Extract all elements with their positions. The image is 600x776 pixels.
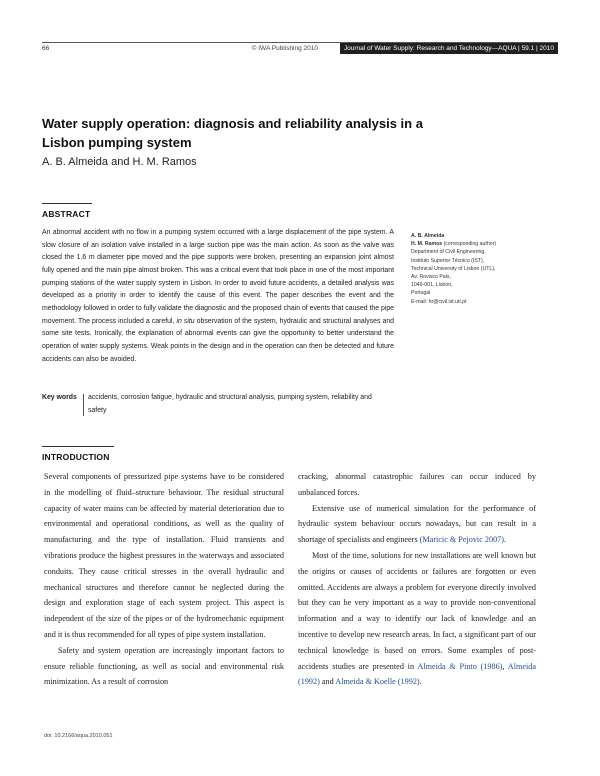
contact-address-line: Instituto Superior Técnico (IST), bbox=[411, 257, 485, 264]
author-contact bbox=[411, 232, 561, 306]
abstract-rule bbox=[42, 203, 92, 204]
body-paragraph bbox=[298, 548, 536, 690]
body-paragraph: Several components of pressurized pipe systems have to be considered in the modelling of fluid–structure behaviour. The residual structural capacity of water mains can be affected by material deterioration due to environmental and operational conditions, as well as the quality of manufacturing and the type of installation. Fluid transients and vibrations produce the highest pressures in the waterways and associated conduits. They cause critical stresses in the overall hydraulic and mechanical structures and therefore cannot be neglected during the design and exploration stage of each system project. This aspect is independent of the size of the pipes or of the hydromechanic equipment and it is thus recommended for all types of pipe system installation. bbox=[44, 472, 284, 639]
doi[interactable]: doi: 10.2166/aqua.2010.051 bbox=[44, 733, 113, 739]
running-header bbox=[42, 42, 558, 56]
keywords-label: Key words bbox=[42, 394, 77, 401]
citation-link-almeida-pinto[interactable]: Almeida & Pinto (1986) bbox=[417, 661, 503, 671]
body-paragraph bbox=[298, 501, 536, 548]
citation-link-almeida-1992[interactable]: Almeida (1992) bbox=[298, 661, 536, 687]
introduction-heading: INTRODUCTION bbox=[42, 452, 110, 462]
body-paragraph: Safety and system operation are increasingly important factors to ensure reliable functioning, as well as social and environmental risk minimization. As a result of corrosion bbox=[44, 645, 284, 687]
volume-issue: 59.1 bbox=[521, 45, 535, 52]
body-text: . bbox=[504, 535, 507, 545]
contact-address-line: Av. Rovisco Pais, bbox=[411, 274, 451, 281]
body-text: and bbox=[319, 677, 336, 687]
page-number: 66 bbox=[42, 45, 50, 52]
journal-banner: Journal of Water Supply: Research and Technology—AQUA | 59.1 | 2010 bbox=[340, 43, 558, 54]
body-column-left bbox=[44, 469, 284, 690]
contact-author-2: H. M. Ramos bbox=[411, 241, 443, 248]
copyright-notice: © IWA Publishing 2010 bbox=[251, 45, 318, 52]
contact-address-line: Technical University of Lisbon (UTL), bbox=[411, 265, 496, 272]
article-authors: A. B. Almeida and H. M. Ramos bbox=[42, 156, 197, 168]
keywords-divider bbox=[83, 394, 84, 416]
contact-address-line: Portugal bbox=[411, 290, 431, 297]
body-column-right bbox=[298, 469, 536, 690]
body-text: Extensive use of numerical simulation for the performance of hydraulic system behaviour occurs nowadays, but can result in a shortage of specialists and engineers bbox=[298, 503, 536, 545]
contact-address-line: Department of Civil Engineering, bbox=[411, 249, 486, 256]
body-text: Most of the time, solutions for new installations are well known but the origins or causes of accidents or failures are forgotten or even omitted. Accidents are always a problem for everyone directly involved but they can be very important as a way to provide non-conventional information and a way to identify our lack of knowledge and an incentive to develop new research areas. In fact, a significant part of our technical knowledge is based on errors. Some examples of post-accidents studies are presented in bbox=[298, 550, 536, 671]
abstract-text-part2: observation of the system, hydraulic and structural analyses and some site tests. Ironically, the explanation of abnormal events can give the opportunity to better understand the operation of water supply systems. Weak points in the design and in the operation can then be detected and future accidents can also be avoided. bbox=[42, 317, 394, 363]
contact-author-2-line bbox=[411, 240, 561, 248]
contact-email[interactable]: E-mail: hr@civil.ist.utl.pt bbox=[411, 298, 467, 305]
abstract-text-part1: An abnormal accident with no flow in a pumping system occurred with a large displacement of the pipe system. A slow closure of an isolation valve installed in a large suction pipe was the main action. As soon as the valve was closed the 1.6 m diameter pipe moved and the pipe supports were broken, presenting an expansion joint almost fully opened and the main pipe almost broken. This was a critical event that took place in one of the most important pumping stations of the water supply system in Lisbon. In order to avoid future accidents, a detailed analysis was developed as a priority in order to identify the cause of this event. The paper describes the event and the methodology followed in order to fully validate the diagnostic and the proposed chain of events that caused the pipe movement. The process included a careful, bbox=[42, 229, 394, 325]
contact-address-line: 1049-001, Lisbon, bbox=[411, 282, 453, 289]
citation-link-almeida-koelle[interactable]: Almeida & Koelle (1992) bbox=[335, 677, 420, 687]
abstract-heading: ABSTRACT bbox=[42, 209, 91, 219]
keywords-list: accidents, corrosion fatigue, hydraulic and structural analysis, pumping system, reliability and safety bbox=[88, 394, 372, 414]
abstract-italic-term: in situ bbox=[176, 317, 195, 325]
citation-link-maricic[interactable]: (Maricic & Pejovic 2007) bbox=[419, 535, 504, 545]
contact-author-1: A. B. Almeida bbox=[411, 233, 445, 239]
body-text: . bbox=[419, 677, 422, 687]
journal-year: 2010 bbox=[539, 45, 554, 52]
introduction-rule bbox=[42, 446, 114, 447]
body-text: , bbox=[502, 661, 508, 671]
abstract-text bbox=[42, 227, 394, 366]
article-title: Water supply operation: diagnosis and reliability analysis in a Lisbon pumping system bbox=[42, 116, 423, 150]
journal-name: Journal of Water Supply: Research and Technology—AQUA bbox=[343, 45, 517, 52]
body-paragraph: cracking, abnormal catastrophic failures can occur induced by unbalanced forces. bbox=[298, 472, 536, 497]
contact-author-2-note: (corresponding author) bbox=[442, 241, 497, 248]
